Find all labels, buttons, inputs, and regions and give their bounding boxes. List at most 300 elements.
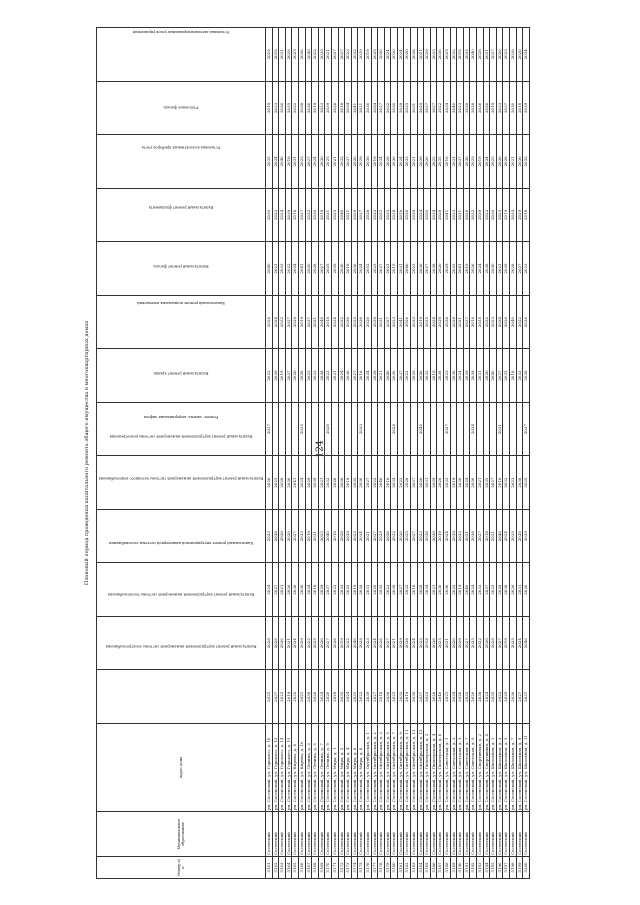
year-cell: 2020 [404, 28, 411, 82]
row-number-cell: 5166 [298, 857, 305, 879]
year-cell: 2023 [364, 616, 371, 670]
year-cell: 2039 [450, 509, 457, 563]
municipality-cell: Сосенский [430, 812, 437, 857]
page-number: 124 [315, 440, 326, 458]
year-cell: 2041 [457, 242, 464, 296]
table-row [444, 28, 451, 879]
year-cell: 2019 [477, 135, 484, 189]
year-cell: 2033 [338, 563, 345, 617]
header-work-label: Капитальный ремонт внутридомовой инженерной системы водоотведения [109, 434, 253, 439]
year-cell: 2028 [470, 81, 477, 135]
year-cell: 2035 [298, 402, 305, 456]
header-work-1 [97, 593, 266, 670]
address-cell: рп. Сосенский, ул. Октябрьская, д. 7 [391, 724, 398, 812]
year-cell: 2025 [292, 28, 299, 82]
year-cell: 2035 [312, 616, 319, 670]
year-cell: 2035 [509, 509, 516, 563]
year-cell: 2018 [509, 349, 516, 403]
year-cell: 2038 [364, 135, 371, 189]
year-cell: 2033 [358, 402, 365, 456]
row-number-cell: 5195 [490, 857, 497, 879]
year-cell: 2039 [457, 616, 464, 670]
year-cell: 2030 [509, 81, 516, 135]
year-cell [477, 402, 484, 456]
year-cell [503, 402, 510, 456]
table-row [483, 28, 490, 879]
year-cell [345, 402, 352, 456]
year-cell: 2020 [483, 349, 490, 403]
year-cell: 2024 [457, 349, 464, 403]
year-cell: 2039 [477, 188, 484, 242]
year-cell [457, 402, 464, 456]
year-cell: 2028 [490, 616, 497, 670]
year-cell: 2036 [457, 456, 464, 510]
year-cell: 2024 [417, 188, 424, 242]
year-cell: 2037 [417, 670, 424, 724]
year-cell: 2024 [298, 456, 305, 510]
row-number-cell: 5181 [397, 857, 404, 879]
row-number-cell: 5175 [358, 857, 365, 879]
year-cell: 2033 [312, 349, 319, 403]
year-cell [285, 402, 292, 456]
year-cell: 2033 [404, 135, 411, 189]
address-cell: рп. Сосенский, ул. Ленина, д. 7 [318, 724, 325, 812]
year-cell: 2038 [503, 563, 510, 617]
year-cell: 2033 [417, 616, 424, 670]
row-number-cell: 5173 [345, 857, 352, 879]
year-cell: 2030 [358, 456, 365, 510]
year-cell: 2021 [444, 670, 451, 724]
table-row [384, 28, 391, 879]
year-cell: 2032 [292, 670, 299, 724]
year-cell: 2031 [516, 563, 523, 617]
year-cell: 2022 [496, 670, 503, 724]
year-cell: 2020 [424, 188, 431, 242]
year-cell: 2019 [285, 670, 292, 724]
row-number-cell: 5190 [457, 857, 464, 879]
year-cell: 2025 [523, 456, 530, 510]
year-cell [509, 402, 516, 456]
address-cell: рп. Сосенский, ул. Пионерская, д. 4 [430, 724, 437, 812]
address-cell: рп. Сосенский, ул. Горького, д. 14 [279, 724, 286, 812]
year-cell: 2034 [364, 349, 371, 403]
year-cell: 2024 [444, 509, 451, 563]
table-row [364, 28, 371, 879]
year-cell: 2037 [424, 81, 431, 135]
year-cell: 2036 [279, 509, 286, 563]
year-cell: 2030 [490, 242, 497, 296]
year-cell: 2024 [384, 28, 391, 82]
year-cell: 2019 [503, 616, 510, 670]
year-cell: 2024 [312, 135, 319, 189]
address-cell: рп. Сосенский, ул. Октябрьская, д. 13 [411, 724, 418, 812]
municipality-cell: Сосенский [503, 812, 510, 857]
year-cell: 2029 [503, 670, 510, 724]
year-cell: 2028 [404, 456, 411, 510]
table-row [371, 28, 378, 879]
year-cell: 2033 [430, 28, 437, 82]
row-number-cell: 5191 [463, 857, 470, 879]
year-cell: 2027 [364, 456, 371, 510]
year-cell: 2023 [457, 81, 464, 135]
municipality-cell: Сосенский [457, 812, 464, 857]
year-cell: 2018 [470, 295, 477, 349]
address-cell: рп. Сосенский, ул. Мира, д. 8 [358, 724, 365, 812]
year-cell: 2018 [292, 188, 299, 242]
year-cell: 2038 [305, 670, 312, 724]
year-cell: 2025 [318, 509, 325, 563]
address-cell: рп. Сосенский, ул. Советская, д. 9 [470, 724, 477, 812]
year-cell: 2036 [391, 135, 398, 189]
year-cell: 2022 [437, 81, 444, 135]
year-cell: 2028 [338, 509, 345, 563]
table-row [477, 28, 484, 879]
year-cell: 2020 [523, 563, 530, 617]
year-cell: 2040 [463, 563, 470, 617]
year-cell: 2029 [496, 563, 503, 617]
year-cell: 2024 [463, 456, 470, 510]
year-cell: 2025 [437, 616, 444, 670]
year-cell: 2018 [285, 135, 292, 189]
year-cell: 2023 [450, 188, 457, 242]
year-cell: 2026 [424, 135, 431, 189]
year-cell: 2031 [364, 563, 371, 617]
row-number-cell: 5164 [285, 857, 292, 879]
year-cell: 2034 [397, 28, 404, 82]
row-number-cell: 5161 [266, 857, 273, 879]
address-cell: рп. Сосенский, ул. Горького, д. 10 [266, 724, 273, 812]
row-number-cell: 5196 [496, 857, 503, 879]
year-cell: 2020 [397, 509, 404, 563]
municipality-cell: Сосенский [285, 812, 292, 857]
header-num: Номер п/п [97, 857, 266, 879]
municipality-cell: Сосенский [364, 812, 371, 857]
year-cell: 2024 [477, 242, 484, 296]
table-row [523, 28, 530, 879]
address-cell: рп. Сосенский, ул. Школьная, д. 9 [516, 724, 523, 812]
year-cell: 2031 [496, 402, 503, 456]
year-cell [338, 402, 345, 456]
year-cell: 2029 [371, 349, 378, 403]
year-cell: 2024 [411, 616, 418, 670]
year-cell: 2036 [430, 616, 437, 670]
year-cell: 2035 [470, 616, 477, 670]
address-cell: рп. Сосенский, ул. Ленина, д. 3 [305, 724, 312, 812]
year-cell: 2040 [266, 242, 273, 296]
year-cell: 2033 [444, 456, 451, 510]
table-row [272, 28, 279, 879]
year-cell: 2023 [318, 81, 325, 135]
year-cell: 2026 [285, 563, 292, 617]
row-number-cell: 5187 [437, 857, 444, 879]
year-cell: 2037 [378, 242, 385, 296]
year-cell: 2022 [338, 295, 345, 349]
year-cell: 2021 [318, 456, 325, 510]
year-cell: 2018 [483, 509, 490, 563]
year-cell: 2037 [397, 349, 404, 403]
year-cell: 2031 [490, 509, 497, 563]
year-cell: 2033 [509, 616, 516, 670]
year-cell: 2040 [384, 349, 391, 403]
year-cell: 2023 [424, 670, 431, 724]
year-cell: 2039 [371, 295, 378, 349]
row-number-cell: 5200 [523, 857, 530, 879]
year-cell: 2023 [298, 135, 305, 189]
year-cell: 2035 [266, 135, 273, 189]
year-cell: 2028 [450, 295, 457, 349]
year-cell: 2039 [391, 563, 398, 617]
year-cell: 2022 [285, 242, 292, 296]
address-cell: рп. Сосенский, ул. Спортивная, д. 2 [477, 724, 484, 812]
year-cell: 2027 [496, 349, 503, 403]
year-cell: 2039 [523, 81, 530, 135]
year-cell: 2030 [463, 135, 470, 189]
header-municipality: Муниципальное образование [97, 812, 266, 857]
year-cell: 2034 [318, 670, 325, 724]
year-cell: 2038 [404, 616, 411, 670]
year-cell [292, 402, 299, 456]
year-cell: 2035 [351, 456, 358, 510]
row-number-cell: 5169 [318, 857, 325, 879]
year-cell: 2038 [496, 135, 503, 189]
year-cell: 2020 [391, 81, 398, 135]
year-cell: 2032 [364, 242, 371, 296]
year-cell: 2033 [272, 81, 279, 135]
year-cell: 2032 [351, 28, 358, 82]
year-cell: 2040 [305, 28, 312, 82]
municipality-cell: Сосенский [509, 812, 516, 857]
municipality-cell: Сосенский [411, 812, 418, 857]
address-cell: рп. Сосенский, ул. Школьная, д. 3 [496, 724, 503, 812]
year-cell: 2034 [272, 135, 279, 189]
year-cell: 2023 [384, 563, 391, 617]
row-number-cell: 5178 [378, 857, 385, 879]
year-cell: 2018 [444, 135, 451, 189]
year-cell: 2039 [430, 456, 437, 510]
header-work-label: Капитальный ремонт внутридомовой инженерной системы газоснабжения [109, 540, 253, 545]
year-cell: 2025 [496, 188, 503, 242]
year-cell: 2037 [358, 188, 365, 242]
year-cell: 2021 [457, 295, 464, 349]
municipality-cell: Сосенский [404, 812, 411, 857]
year-cell: 2038 [266, 616, 273, 670]
header-work-4 [97, 434, 266, 510]
year-cell: 2026 [463, 188, 470, 242]
table-row [318, 28, 325, 879]
row-number-cell: 5185 [424, 857, 431, 879]
year-cell: 2037 [272, 670, 279, 724]
year-cell: 2039 [358, 28, 365, 82]
address-cell: рп. Сосенский, ул. Ленина, д. 9 [325, 724, 332, 812]
year-cell: 2030 [437, 563, 444, 617]
address-cell: рп. Сосенский, ул. Октябрьская, д. 3 [378, 724, 385, 812]
year-cell: 2018 [397, 188, 404, 242]
address-cell: рп. Сосенский, ул. Школьная, д. 11 [523, 724, 530, 812]
year-cell: 2030 [318, 135, 325, 189]
year-cell: 2024 [266, 563, 273, 617]
year-cell: 2037 [325, 563, 332, 617]
address-cell: рп. Сосенский, ул. Горького, д. 12 [272, 724, 279, 812]
year-cell: 2037 [503, 81, 510, 135]
address-cell: рп. Сосенский, ул. Октябрьская, д. 15 [417, 724, 424, 812]
year-cell: 2027 [305, 135, 312, 189]
year-cell: 2034 [371, 616, 378, 670]
year-cell: 2020 [266, 456, 273, 510]
year-cell: 2024 [358, 242, 365, 296]
year-cell: 2018 [312, 563, 319, 617]
year-cell: 2029 [463, 349, 470, 403]
year-cell [315, 402, 326, 458]
year-cell: 2036 [417, 242, 424, 296]
year-cell: 2035 [411, 349, 418, 403]
year-cell: 2019 [417, 295, 424, 349]
year-cell: 2029 [437, 295, 444, 349]
year-cell: 2028 [266, 295, 273, 349]
year-cell: 2036 [364, 81, 371, 135]
year-cell: 2031 [351, 670, 358, 724]
year-cell: 2036 [490, 188, 497, 242]
year-cell: 2028 [523, 349, 530, 403]
year-cell: 2022 [358, 670, 365, 724]
year-cell: 2022 [371, 456, 378, 510]
row-number-cell: 5183 [411, 857, 418, 879]
year-cell: 2030 [430, 509, 437, 563]
year-cell: 2037 [411, 456, 418, 510]
year-cell: 2026 [457, 670, 464, 724]
row-number-cell: 5167 [305, 857, 312, 879]
year-cell: 2028 [430, 670, 437, 724]
year-cell: 2039 [345, 509, 352, 563]
table-row [345, 28, 352, 879]
year-cell: 2033 [457, 509, 464, 563]
municipality-cell: Сосенский [470, 812, 477, 857]
year-cell: 2038 [318, 349, 325, 403]
municipality-cell: Сосенский [331, 812, 338, 857]
year-cell: 2021 [391, 616, 398, 670]
year-cell: 2022 [490, 563, 497, 617]
year-cell: 2039 [411, 188, 418, 242]
year-cell: 2038 [358, 563, 365, 617]
year-cell: 2019 [391, 242, 398, 296]
year-cell: 2031 [483, 28, 490, 82]
row-number-cell: 5197 [503, 857, 510, 879]
year-cell: 2036 [285, 456, 292, 510]
year-cell: 2027 [318, 242, 325, 296]
row-number-cell: 5180 [391, 857, 398, 879]
year-cell: 2031 [411, 81, 418, 135]
year-cell: 2021 [298, 670, 305, 724]
year-cell: 2036 [437, 28, 444, 82]
year-cell: 2032 [503, 456, 510, 510]
year-cell [516, 402, 523, 456]
year-cell: 2027 [338, 28, 345, 82]
year-cell: 2020 [437, 242, 444, 296]
year-cell [490, 402, 497, 456]
year-cell: 2026 [470, 242, 477, 296]
year-cell: 2019 [305, 509, 312, 563]
year-cell: 2025 [490, 135, 497, 189]
rotated-table-block [78, 27, 633, 879]
header-work-3 [97, 476, 266, 563]
address-cell: рп. Сосенский, ул. Мира, д. 4 [345, 724, 352, 812]
year-cell: 2020 [305, 242, 312, 296]
year-cell: 2036 [523, 295, 530, 349]
municipality-cell: Сосенский [391, 812, 398, 857]
year-cell: 2027 [384, 295, 391, 349]
year-cell: 2020 [496, 28, 503, 82]
row-number-cell: 5192 [470, 857, 477, 879]
year-cell: 2026 [331, 456, 338, 510]
year-cell: 2033 [371, 188, 378, 242]
year-cell: 2027 [430, 81, 437, 135]
year-cell: 2029 [305, 456, 312, 510]
year-cell: 2018 [325, 295, 332, 349]
year-cell: 2030 [266, 188, 273, 242]
year-cell: 2039 [331, 242, 338, 296]
year-cell: 2018 [516, 81, 523, 135]
year-cell [430, 402, 437, 456]
year-cell: 2036 [450, 349, 457, 403]
header-work-9 [97, 188, 266, 242]
year-cell: 2037 [305, 295, 312, 349]
year-cell: 2028 [417, 563, 424, 617]
table-row [496, 28, 503, 879]
year-cell: 2026 [272, 616, 279, 670]
address-cell: рп. Сосенский, ул. Горького, д. 15 [285, 724, 292, 812]
year-cell [364, 402, 371, 456]
year-cell: 2034 [470, 402, 477, 456]
row-number-cell: 5189 [450, 857, 457, 879]
year-cell: 2023 [351, 509, 358, 563]
year-cell: 2018 [424, 616, 431, 670]
year-cell: 2019 [364, 28, 371, 82]
year-cell: 2032 [391, 509, 398, 563]
table-row [266, 28, 273, 879]
year-cell: 2027 [477, 509, 484, 563]
year-cell: 2037 [266, 402, 273, 456]
year-cell: 2027 [397, 563, 404, 617]
year-cell: 2034 [391, 456, 398, 510]
year-cell: 2038 [483, 242, 490, 296]
year-cell: 2028 [331, 81, 338, 135]
year-cell: 2022 [417, 509, 424, 563]
year-cell: 2032 [305, 188, 312, 242]
year-cell: 2038 [338, 456, 345, 510]
municipality-cell: Сосенский [345, 812, 352, 857]
year-cell: 2024 [430, 295, 437, 349]
year-cell: 2026 [503, 295, 510, 349]
table-row [417, 28, 424, 879]
year-cell: 2040 [338, 188, 345, 242]
year-cell: 2038 [437, 349, 444, 403]
header-work-label: Капитальный ремонт подвальных помещений [137, 301, 225, 306]
year-cell: 2021 [325, 28, 332, 82]
year-cell: 2029 [523, 509, 530, 563]
year-cell: 2039 [325, 81, 332, 135]
table-row [305, 28, 312, 879]
year-cell: 2018 [338, 81, 345, 135]
municipality-cell: Сосенский [397, 812, 404, 857]
year-cell: 2019 [450, 456, 457, 510]
header-work-12 [97, 28, 266, 82]
year-cell: 2031 [477, 349, 484, 403]
year-cell: 2018 [457, 28, 464, 82]
year-cell: 2020 [325, 670, 332, 724]
year-cell: 2031 [523, 670, 530, 724]
year-cell: 2027 [444, 402, 451, 456]
row-number-cell: 5171 [331, 857, 338, 879]
table-row [450, 28, 457, 879]
